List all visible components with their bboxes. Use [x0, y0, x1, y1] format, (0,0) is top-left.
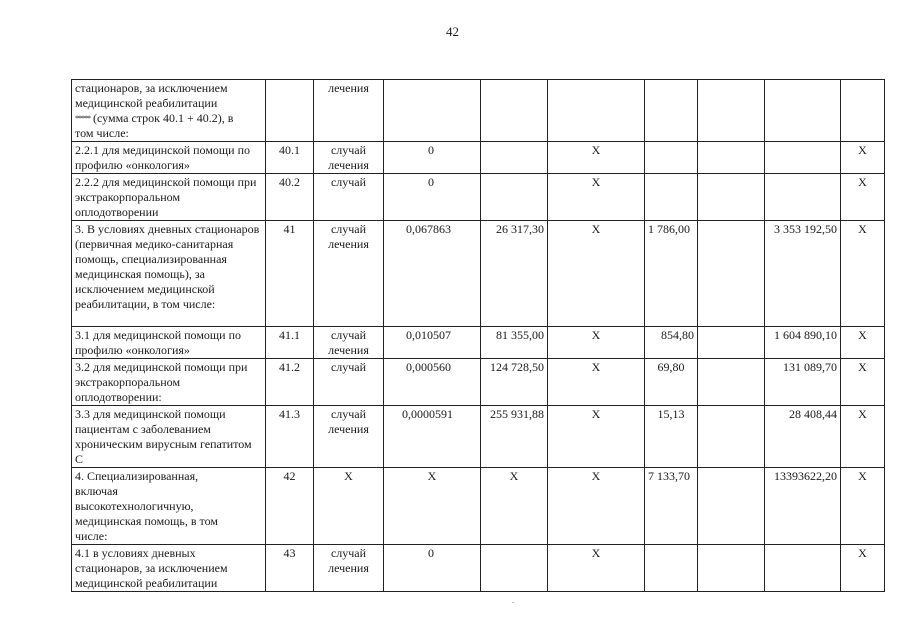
row-total-cell: 28 408,44	[765, 406, 841, 468]
row-cost-cell: 255 931,88	[481, 406, 548, 468]
row-total-cell: 3 353 192,50	[765, 221, 841, 327]
row-norm-cell: 0,0000591	[384, 406, 481, 468]
row-value-cell: 7 133,70	[645, 468, 698, 545]
row-empty-cell	[698, 80, 765, 142]
row-norm-cell: 0,067863	[384, 221, 481, 327]
row-x-cell	[841, 80, 885, 142]
row-code-cell: 43	[266, 545, 314, 592]
row-name-line: том числе:	[75, 126, 129, 140]
row-name-cell: 3. В условиях дневных стационаров (первичная медико-санитарная помощь, специализированная медицинская помощь), за исключением медицинской реабилитации, в том числе:	[72, 221, 266, 327]
row-code-cell: 41.2	[266, 359, 314, 406]
row-unit-cell: Х	[314, 468, 384, 545]
row-x-cell: Х	[841, 221, 885, 327]
row-code-cell	[266, 80, 314, 142]
table-row	[72, 80, 885, 142]
row-cost-cell	[481, 174, 548, 221]
row-x-cell: Х	[841, 359, 885, 406]
row-code-cell: 40.1	[266, 142, 314, 174]
row-total-cell: 131 089,70	[765, 359, 841, 406]
row-norm-cell: 0	[384, 545, 481, 592]
table-row	[72, 327, 885, 359]
row-empty-cell	[698, 359, 765, 406]
row-x-cell: Х	[841, 545, 885, 592]
row-name-line: медицинской реабилитации	[75, 96, 218, 110]
row-name-cell: 3.2 для медицинской помощи при экстракорпоральном оплодотворении:	[72, 359, 266, 406]
row-code-cell: 40.2	[266, 174, 314, 221]
row-name-cell: 2.2.1 для медицинской помощи по профилю «онкология»	[72, 142, 266, 174]
row-x-cell: Х	[841, 142, 885, 174]
row-value-cell	[645, 545, 698, 592]
row-x-cell: Х	[548, 468, 645, 545]
row-name-cell: 3.1 для медицинской помощи по профилю «онкология»	[72, 327, 266, 359]
row-total-cell: 13393622,20	[765, 468, 841, 545]
row-x-cell: Х	[548, 142, 645, 174]
row-x-cell: Х	[841, 174, 885, 221]
row-unit-cell: случай лечения	[314, 545, 384, 592]
footnote-marker: *****	[75, 114, 90, 123]
row-norm-cell: Х	[384, 468, 481, 545]
data-table	[71, 79, 885, 592]
row-value-cell	[645, 80, 698, 142]
row-total-cell	[765, 142, 841, 174]
table-row	[72, 406, 885, 468]
row-cost-cell: Х	[481, 468, 548, 545]
row-name-cell: 4.1 в условиях дневных стационаров, за исключением медицинской реабилитации	[72, 545, 266, 592]
row-value-cell: 1 786,00	[645, 221, 698, 327]
row-unit-cell: лечения	[314, 80, 384, 142]
row-name-line: (сумма строк 40.1 + 40.2), в	[90, 111, 234, 125]
row-name-cell	[72, 80, 266, 142]
row-unit-cell: случай	[314, 359, 384, 406]
row-norm-cell: 0,010507	[384, 327, 481, 359]
row-norm-cell	[384, 80, 481, 142]
row-x-cell: Х	[841, 468, 885, 545]
scan-speck	[512, 602, 514, 603]
row-total-cell	[765, 80, 841, 142]
row-unit-cell: случай лечения	[314, 142, 384, 174]
row-cost-cell	[481, 80, 548, 142]
row-x-cell: Х	[548, 174, 645, 221]
table-row	[72, 142, 885, 174]
row-value-cell	[645, 142, 698, 174]
row-name-cell: 2.2.2 для медицинской помощи при экстракорпоральном оплодотворении	[72, 174, 266, 221]
page-number: 42	[446, 24, 459, 39]
row-empty-cell	[698, 221, 765, 327]
table-row	[72, 545, 885, 592]
row-cost-cell	[481, 545, 548, 592]
row-name-cell: 3.3 для медицинской помощи пациентам с заболеванием хроническим вирусным гепатитом С	[72, 406, 266, 468]
table-row	[72, 174, 885, 221]
row-unit-cell: случай	[314, 174, 384, 221]
row-x-cell	[548, 80, 645, 142]
row-code-cell: 41	[266, 221, 314, 327]
row-norm-cell: 0,000560	[384, 359, 481, 406]
row-name-cell: 4. Специализированная, включая высокотехнологичную, медицинская помощь, в том числе:	[72, 468, 266, 545]
row-code-cell: 41.3	[266, 406, 314, 468]
table-row	[72, 468, 885, 545]
row-unit-cell: случай лечения	[314, 221, 384, 327]
row-code-cell: 42	[266, 468, 314, 545]
row-cost-cell: 124 728,50	[481, 359, 548, 406]
row-cost-cell	[481, 142, 548, 174]
row-x-cell: Х	[548, 221, 645, 327]
row-x-cell: Х	[548, 327, 645, 359]
table-row	[72, 359, 885, 406]
row-empty-cell	[698, 545, 765, 592]
row-x-cell: Х	[841, 327, 885, 359]
row-norm-cell: 0	[384, 174, 481, 221]
row-value-cell: 69,80	[645, 359, 698, 406]
row-empty-cell	[698, 142, 765, 174]
row-empty-cell	[698, 468, 765, 545]
row-total-cell: 1 604 890,10	[765, 327, 841, 359]
row-value-cell	[645, 174, 698, 221]
row-cost-cell: 81 355,00	[481, 327, 548, 359]
row-total-cell	[765, 545, 841, 592]
row-value-cell: 15,13	[645, 406, 698, 468]
row-total-cell	[765, 174, 841, 221]
row-value-cell: 854,80	[645, 327, 698, 359]
row-unit-cell: случай лечения	[314, 406, 384, 468]
row-x-cell: Х	[548, 359, 645, 406]
row-x-cell: Х	[841, 406, 885, 468]
row-code-cell: 41.1	[266, 327, 314, 359]
row-empty-cell	[698, 327, 765, 359]
row-x-cell: Х	[548, 406, 645, 468]
row-norm-cell: 0	[384, 142, 481, 174]
row-x-cell: Х	[548, 545, 645, 592]
row-name-line: стационаров, за исключением	[75, 81, 228, 95]
row-unit-cell: случай лечения	[314, 327, 384, 359]
row-empty-cell	[698, 406, 765, 468]
row-cost-cell: 26 317,30	[481, 221, 548, 327]
table-row	[72, 221, 885, 327]
row-empty-cell	[698, 174, 765, 221]
